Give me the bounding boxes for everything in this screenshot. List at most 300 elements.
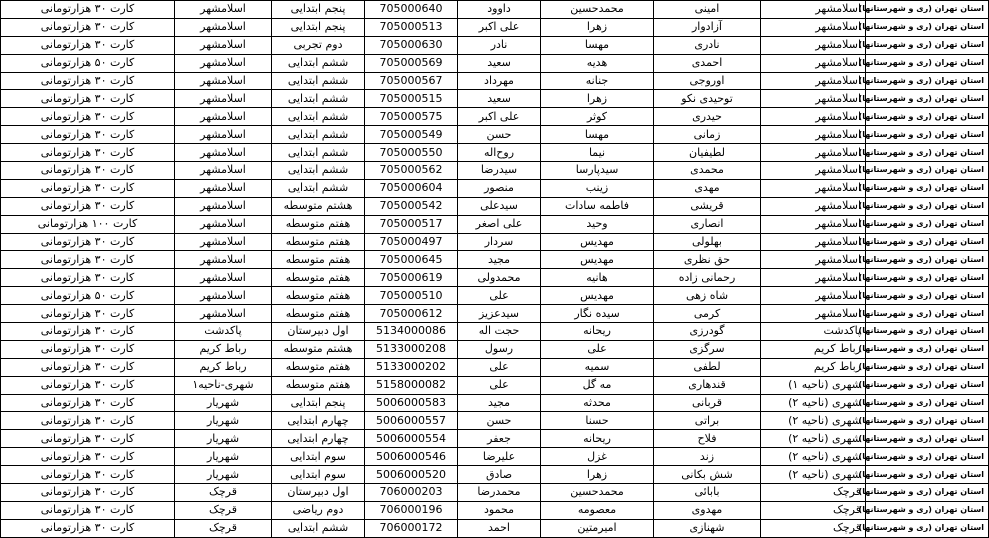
last-name-cell: توحیدی نکو: [654, 90, 761, 108]
student-code-cell: 5006000520: [365, 466, 458, 484]
first-name-cell: غزل: [541, 448, 654, 466]
father-name-cell: مجید: [458, 394, 541, 412]
grade-cell: ششم ابتدایی: [272, 162, 365, 180]
first-name-cell: مهسا: [541, 36, 654, 54]
prize-cell: کارت ۳۰ هزارتومانی: [1, 108, 175, 126]
table-row: [1, 394, 989, 412]
father-name-cell: صادق: [458, 466, 541, 484]
winners-table-body: [1, 1, 989, 538]
student-code-cell: 5134000086: [365, 323, 458, 341]
province-cell: استان تهران (ری و شهرستانها): [866, 287, 989, 305]
table-row: [1, 305, 989, 323]
region-cell: اسلامشهر: [761, 305, 866, 323]
father-name-cell: سیدعلی: [458, 197, 541, 215]
province-cell: استان تهران (ری و شهرستانها): [866, 233, 989, 251]
table-row: [1, 340, 989, 358]
school-area-cell: قرچک: [175, 519, 272, 537]
father-name-cell: علیرضا: [458, 448, 541, 466]
prize-cell: کارت ۳۰ هزارتومانی: [1, 18, 175, 36]
student-code-cell: 705000550: [365, 144, 458, 162]
school-area-cell: اسلامشهر: [175, 72, 272, 90]
province-cell: استان تهران (ری و شهرستانها): [866, 394, 989, 412]
grade-cell: هفتم متوسطه: [272, 287, 365, 305]
prize-cell: کارت ۳۰ هزارتومانی: [1, 484, 175, 502]
school-area-cell: اسلامشهر: [175, 233, 272, 251]
table-row: [1, 466, 989, 484]
last-name-cell: زمانی: [654, 126, 761, 144]
province-cell: استان تهران (ری و شهرستانها): [866, 162, 989, 180]
region-cell: اسلامشهر: [761, 90, 866, 108]
first-name-cell: زهرا: [541, 18, 654, 36]
province-cell: استان تهران (ری و شهرستانها): [866, 412, 989, 430]
grade-cell: ششم ابتدایی: [272, 179, 365, 197]
region-cell: اسلامشهر: [761, 287, 866, 305]
region-cell: شهری (ناحیه ۲): [761, 394, 866, 412]
prize-cell: کارت ۳۰ هزارتومانی: [1, 233, 175, 251]
school-area-cell: اسلامشهر: [175, 1, 272, 19]
prize-cell: کارت ۳۰ هزارتومانی: [1, 358, 175, 376]
school-area-cell: پاکدشت: [175, 323, 272, 341]
prize-cell: کارت ۵۰ هزارتومانی: [1, 54, 175, 72]
grade-cell: هفتم متوسطه: [272, 358, 365, 376]
father-name-cell: سعید: [458, 54, 541, 72]
last-name-cell: قندهاری: [654, 376, 761, 394]
student-code-cell: 705000575: [365, 108, 458, 126]
first-name-cell: وحید: [541, 215, 654, 233]
region-cell: شهری (ناحیه ۲): [761, 448, 866, 466]
province-cell: استان تهران (ری و شهرستانها): [866, 519, 989, 537]
first-name-cell: فاطمه سادات: [541, 197, 654, 215]
prize-cell: کارت ۳۰ هزارتومانی: [1, 1, 175, 19]
region-cell: شهری (ناحیه ۲): [761, 430, 866, 448]
province-cell: استان تهران (ری و شهرستانها): [866, 269, 989, 287]
prize-cell: کارت ۳۰ هزارتومانی: [1, 36, 175, 54]
student-code-cell: 705000497: [365, 233, 458, 251]
first-name-cell: امیرمتین: [541, 519, 654, 537]
table-row: [1, 358, 989, 376]
grade-cell: هفتم متوسطه: [272, 376, 365, 394]
last-name-cell: مهدی: [654, 179, 761, 197]
school-area-cell: قرچک: [175, 501, 272, 519]
grade-cell: دوم تجربی: [272, 36, 365, 54]
province-cell: استان تهران (ری و شهرستانها): [866, 251, 989, 269]
student-code-cell: 5133000202: [365, 358, 458, 376]
grade-cell: هفتم متوسطه: [272, 269, 365, 287]
table-row: [1, 519, 989, 537]
last-name-cell: کرمی: [654, 305, 761, 323]
last-name-cell: گودرزی: [654, 323, 761, 341]
region-cell: اسلامشهر: [761, 233, 866, 251]
first-name-cell: مهدیس: [541, 287, 654, 305]
grade-cell: هشتم متوسطه: [272, 340, 365, 358]
table-row: [1, 412, 989, 430]
region-cell: اسلامشهر: [761, 36, 866, 54]
school-area-cell: اسلامشهر: [175, 90, 272, 108]
grade-cell: پنجم ابتدایی: [272, 394, 365, 412]
first-name-cell: ریحانه: [541, 430, 654, 448]
table-row: [1, 448, 989, 466]
grade-cell: ششم ابتدایی: [272, 108, 365, 126]
first-name-cell: هانیه: [541, 269, 654, 287]
first-name-cell: محمدحسین: [541, 1, 654, 19]
student-code-cell: 705000517: [365, 215, 458, 233]
prize-cell: کارت ۳۰ هزارتومانی: [1, 430, 175, 448]
last-name-cell: حق نظری: [654, 251, 761, 269]
region-cell: اسلامشهر: [761, 126, 866, 144]
student-code-cell: 705000542: [365, 197, 458, 215]
last-name-cell: آزادوار: [654, 18, 761, 36]
prize-cell: کارت ۵۰ هزارتومانی: [1, 287, 175, 305]
father-name-cell: حجت اله: [458, 323, 541, 341]
table-row: [1, 36, 989, 54]
father-name-cell: سیدعزیز: [458, 305, 541, 323]
last-name-cell: لطفی: [654, 358, 761, 376]
student-code-cell: 705000510: [365, 287, 458, 305]
school-area-cell: اسلامشهر: [175, 54, 272, 72]
province-cell: استان تهران (ری و شهرستانها): [866, 72, 989, 90]
province-cell: استان تهران (ری و شهرستانها): [866, 323, 989, 341]
first-name-cell: سیده نگار: [541, 305, 654, 323]
table-row: [1, 108, 989, 126]
last-name-cell: قریشی: [654, 197, 761, 215]
last-name-cell: فلاح: [654, 430, 761, 448]
school-area-cell: اسلامشهر: [175, 215, 272, 233]
father-name-cell: علی اصغر: [458, 215, 541, 233]
prize-cell: کارت ۳۰ هزارتومانی: [1, 162, 175, 180]
last-name-cell: نادری: [654, 36, 761, 54]
last-name-cell: مهدوی: [654, 501, 761, 519]
grade-cell: پنجم ابتدایی: [272, 1, 365, 19]
first-name-cell: سمیه: [541, 358, 654, 376]
region-cell: اسلامشهر: [761, 144, 866, 162]
prize-cell: کارت ۳۰ هزارتومانی: [1, 323, 175, 341]
school-area-cell: شهری-ناحیه۱: [175, 376, 272, 394]
province-cell: استان تهران (ری و شهرستانها): [866, 501, 989, 519]
first-name-cell: ریحانه: [541, 323, 654, 341]
student-code-cell: 5006000557: [365, 412, 458, 430]
father-name-cell: مهرداد: [458, 72, 541, 90]
student-code-cell: 705000612: [365, 305, 458, 323]
grade-cell: دوم ریاضی: [272, 501, 365, 519]
student-code-cell: 705000640: [365, 1, 458, 19]
student-code-cell: 5006000546: [365, 448, 458, 466]
province-cell: استان تهران (ری و شهرستانها): [866, 36, 989, 54]
last-name-cell: زند: [654, 448, 761, 466]
school-area-cell: شهریار: [175, 412, 272, 430]
last-name-cell: بهلولی: [654, 233, 761, 251]
father-name-cell: علی: [458, 358, 541, 376]
student-code-cell: 5158000082: [365, 376, 458, 394]
last-name-cell: شش بکانی: [654, 466, 761, 484]
last-name-cell: رحمانی زاده: [654, 269, 761, 287]
father-name-cell: احمد: [458, 519, 541, 537]
grade-cell: ششم ابتدایی: [272, 72, 365, 90]
grade-cell: ششم ابتدایی: [272, 90, 365, 108]
first-name-cell: سیدپارسا: [541, 162, 654, 180]
school-area-cell: اسلامشهر: [175, 179, 272, 197]
grade-cell: سوم ابتدایی: [272, 466, 365, 484]
school-area-cell: رباط کریم: [175, 358, 272, 376]
region-cell: قرچک: [761, 501, 866, 519]
table-row: [1, 179, 989, 197]
first-name-cell: زهرا: [541, 466, 654, 484]
last-name-cell: شهنازی: [654, 519, 761, 537]
province-cell: استان تهران (ری و شهرستانها): [866, 448, 989, 466]
student-code-cell: 705000513: [365, 18, 458, 36]
grade-cell: سوم ابتدایی: [272, 448, 365, 466]
prize-cell: کارت ۳۰ هزارتومانی: [1, 340, 175, 358]
region-cell: اسلامشهر: [761, 18, 866, 36]
school-area-cell: اسلامشهر: [175, 197, 272, 215]
prize-cell: کارت ۳۰ هزارتومانی: [1, 394, 175, 412]
student-code-cell: 705000515: [365, 90, 458, 108]
father-name-cell: سعید: [458, 90, 541, 108]
prize-cell: کارت ۳۰ هزارتومانی: [1, 251, 175, 269]
prize-cell: کارت ۳۰ هزارتومانی: [1, 179, 175, 197]
grade-cell: ششم ابتدایی: [272, 54, 365, 72]
grade-cell: ششم ابتدایی: [272, 144, 365, 162]
school-area-cell: اسلامشهر: [175, 162, 272, 180]
student-code-cell: 5006000554: [365, 430, 458, 448]
region-cell: شهری (ناحیه ۲): [761, 466, 866, 484]
father-name-cell: محمدرضا: [458, 484, 541, 502]
province-cell: استان تهران (ری و شهرستانها): [866, 197, 989, 215]
grade-cell: پنجم ابتدایی: [272, 18, 365, 36]
student-code-cell: 705000562: [365, 162, 458, 180]
school-area-cell: اسلامشهر: [175, 126, 272, 144]
region-cell: قرچک: [761, 484, 866, 502]
table-row: [1, 269, 989, 287]
table-row: [1, 162, 989, 180]
region-cell: اسلامشهر: [761, 197, 866, 215]
student-code-cell: 5133000208: [365, 340, 458, 358]
last-name-cell: امینی: [654, 1, 761, 19]
first-name-cell: مهسا: [541, 126, 654, 144]
region-cell: رباط کریم: [761, 340, 866, 358]
father-name-cell: داوود: [458, 1, 541, 19]
first-name-cell: زهرا: [541, 90, 654, 108]
school-area-cell: اسلامشهر: [175, 108, 272, 126]
province-cell: استان تهران (ری و شهرستانها): [866, 466, 989, 484]
father-name-cell: علی: [458, 287, 541, 305]
province-cell: استان تهران (ری و شهرستانها): [866, 126, 989, 144]
first-name-cell: کوثر: [541, 108, 654, 126]
province-cell: استان تهران (ری و شهرستانها): [866, 484, 989, 502]
prize-cell: کارت ۳۰ هزارتومانی: [1, 448, 175, 466]
prize-cell: کارت ۳۰ هزارتومانی: [1, 72, 175, 90]
prize-cell: کارت ۱۰۰ هزارتومانی: [1, 215, 175, 233]
prize-cell: کارت ۳۰ هزارتومانی: [1, 376, 175, 394]
grade-cell: هشتم متوسطه: [272, 197, 365, 215]
table-row: [1, 90, 989, 108]
province-cell: استان تهران (ری و شهرستانها): [866, 90, 989, 108]
table-row: [1, 323, 989, 341]
father-name-cell: محمدولی: [458, 269, 541, 287]
province-cell: استان تهران (ری و شهرستانها): [866, 108, 989, 126]
province-cell: استان تهران (ری و شهرستانها): [866, 340, 989, 358]
student-code-cell: 705000549: [365, 126, 458, 144]
first-name-cell: هدیه: [541, 54, 654, 72]
prize-cell: کارت ۳۰ هزارتومانی: [1, 269, 175, 287]
father-name-cell: سردار: [458, 233, 541, 251]
father-name-cell: حسن: [458, 412, 541, 430]
school-area-cell: شهریار: [175, 394, 272, 412]
prize-cell: کارت ۳۰ هزارتومانی: [1, 466, 175, 484]
school-area-cell: اسلامشهر: [175, 305, 272, 323]
table-row: [1, 233, 989, 251]
last-name-cell: انصاری: [654, 215, 761, 233]
last-name-cell: قربانی: [654, 394, 761, 412]
grade-cell: هفتم متوسطه: [272, 251, 365, 269]
father-name-cell: علی اکبر: [458, 18, 541, 36]
school-area-cell: اسلامشهر: [175, 287, 272, 305]
region-cell: اسلامشهر: [761, 179, 866, 197]
student-code-cell: 706000172: [365, 519, 458, 537]
student-code-cell: 705000567: [365, 72, 458, 90]
school-area-cell: شهریار: [175, 448, 272, 466]
grade-cell: چهارم ابتدایی: [272, 412, 365, 430]
student-code-cell: 705000604: [365, 179, 458, 197]
first-name-cell: مه گل: [541, 376, 654, 394]
school-area-cell: شهریار: [175, 430, 272, 448]
prize-cell: کارت ۳۰ هزارتومانی: [1, 126, 175, 144]
grade-cell: چهارم ابتدایی: [272, 430, 365, 448]
student-code-cell: 706000203: [365, 484, 458, 502]
province-cell: استان تهران (ری و شهرستانها): [866, 376, 989, 394]
father-name-cell: مجید: [458, 251, 541, 269]
student-code-cell: 705000630: [365, 36, 458, 54]
school-area-cell: اسلامشهر: [175, 18, 272, 36]
table-row: [1, 376, 989, 394]
province-cell: استان تهران (ری و شهرستانها): [866, 430, 989, 448]
province-cell: استان تهران (ری و شهرستانها): [866, 179, 989, 197]
table-row: [1, 197, 989, 215]
father-name-cell: جعفر: [458, 430, 541, 448]
school-area-cell: اسلامشهر: [175, 144, 272, 162]
father-name-cell: محمود: [458, 501, 541, 519]
father-name-cell: علی: [458, 376, 541, 394]
first-name-cell: مهدیس: [541, 233, 654, 251]
first-name-cell: معصومه: [541, 501, 654, 519]
first-name-cell: نیما: [541, 144, 654, 162]
last-name-cell: احمدی: [654, 54, 761, 72]
province-cell: استان تهران (ری و شهرستانها): [866, 18, 989, 36]
father-name-cell: رسول: [458, 340, 541, 358]
last-name-cell: شاه زهی: [654, 287, 761, 305]
region-cell: رباط کریم: [761, 358, 866, 376]
table-row: [1, 126, 989, 144]
province-cell: استان تهران (ری و شهرستانها): [866, 358, 989, 376]
grade-cell: اول دبیرستان: [272, 484, 365, 502]
first-name-cell: علی: [541, 340, 654, 358]
grade-cell: هفتم متوسطه: [272, 215, 365, 233]
father-name-cell: منصور: [458, 179, 541, 197]
student-code-cell: 705000645: [365, 251, 458, 269]
student-code-cell: 5006000583: [365, 394, 458, 412]
table-row: [1, 1, 989, 19]
region-cell: اسلامشهر: [761, 269, 866, 287]
province-cell: استان تهران (ری و شهرستانها): [866, 215, 989, 233]
table-row: [1, 484, 989, 502]
province-cell: استان تهران (ری و شهرستانها): [866, 54, 989, 72]
last-name-cell: براتی: [654, 412, 761, 430]
region-cell: اسلامشهر: [761, 1, 866, 19]
province-cell: استان تهران (ری و شهرستانها): [866, 305, 989, 323]
grade-cell: ششم ابتدایی: [272, 126, 365, 144]
first-name-cell: مهدیس: [541, 251, 654, 269]
first-name-cell: جنانه: [541, 72, 654, 90]
table-row: [1, 54, 989, 72]
table-row: [1, 144, 989, 162]
prize-cell: کارت ۳۰ هزارتومانی: [1, 519, 175, 537]
province-cell: استان تهران (ری و شهرستانها): [866, 144, 989, 162]
region-cell: قرچک: [761, 519, 866, 537]
table-row: [1, 287, 989, 305]
prize-cell: کارت ۳۰ هزارتومانی: [1, 305, 175, 323]
first-name-cell: محمدحسین: [541, 484, 654, 502]
table-row: [1, 72, 989, 90]
student-code-cell: 706000196: [365, 501, 458, 519]
region-cell: پاکدشت: [761, 323, 866, 341]
father-name-cell: روح‌اله: [458, 144, 541, 162]
first-name-cell: محدثه: [541, 394, 654, 412]
school-area-cell: قرچک: [175, 484, 272, 502]
table-row: [1, 215, 989, 233]
last-name-cell: اوروجی: [654, 72, 761, 90]
prize-cell: کارت ۳۰ هزارتومانی: [1, 144, 175, 162]
student-code-cell: 705000619: [365, 269, 458, 287]
last-name-cell: حیدری: [654, 108, 761, 126]
student-code-cell: 705000569: [365, 54, 458, 72]
last-name-cell: لطیفیان: [654, 144, 761, 162]
grade-cell: هفتم متوسطه: [272, 305, 365, 323]
prize-cell: کارت ۳۰ هزارتومانی: [1, 412, 175, 430]
region-cell: اسلامشهر: [761, 54, 866, 72]
grade-cell: ششم ابتدایی: [272, 519, 365, 537]
father-name-cell: حسن: [458, 126, 541, 144]
table-row: [1, 18, 989, 36]
school-area-cell: شهریار: [175, 466, 272, 484]
first-name-cell: حسنا: [541, 412, 654, 430]
first-name-cell: زینب: [541, 179, 654, 197]
grade-cell: اول دبیرستان: [272, 323, 365, 341]
region-cell: اسلامشهر: [761, 108, 866, 126]
school-area-cell: اسلامشهر: [175, 36, 272, 54]
table-row: [1, 501, 989, 519]
province-cell: استان تهران (ری و شهرستانها): [866, 1, 989, 19]
region-cell: اسلامشهر: [761, 72, 866, 90]
table-row: [1, 251, 989, 269]
last-name-cell: محمدی: [654, 162, 761, 180]
father-name-cell: سیدرضا: [458, 162, 541, 180]
school-area-cell: اسلامشهر: [175, 251, 272, 269]
prize-cell: کارت ۳۰ هزارتومانی: [1, 501, 175, 519]
region-cell: اسلامشهر: [761, 251, 866, 269]
last-name-cell: سرگزی: [654, 340, 761, 358]
school-area-cell: رباط کریم: [175, 340, 272, 358]
table-row: [1, 430, 989, 448]
school-area-cell: اسلامشهر: [175, 269, 272, 287]
grade-cell: هفتم متوسطه: [272, 233, 365, 251]
father-name-cell: نادر: [458, 36, 541, 54]
prize-cell: کارت ۳۰ هزارتومانی: [1, 197, 175, 215]
father-name-cell: علی اکبر: [458, 108, 541, 126]
region-cell: اسلامشهر: [761, 215, 866, 233]
region-cell: شهری (ناحیه ۲): [761, 412, 866, 430]
region-cell: شهری (ناحیه ۱): [761, 376, 866, 394]
prize-cell: کارت ۳۰ هزارتومانی: [1, 90, 175, 108]
last-name-cell: بابائی: [654, 484, 761, 502]
